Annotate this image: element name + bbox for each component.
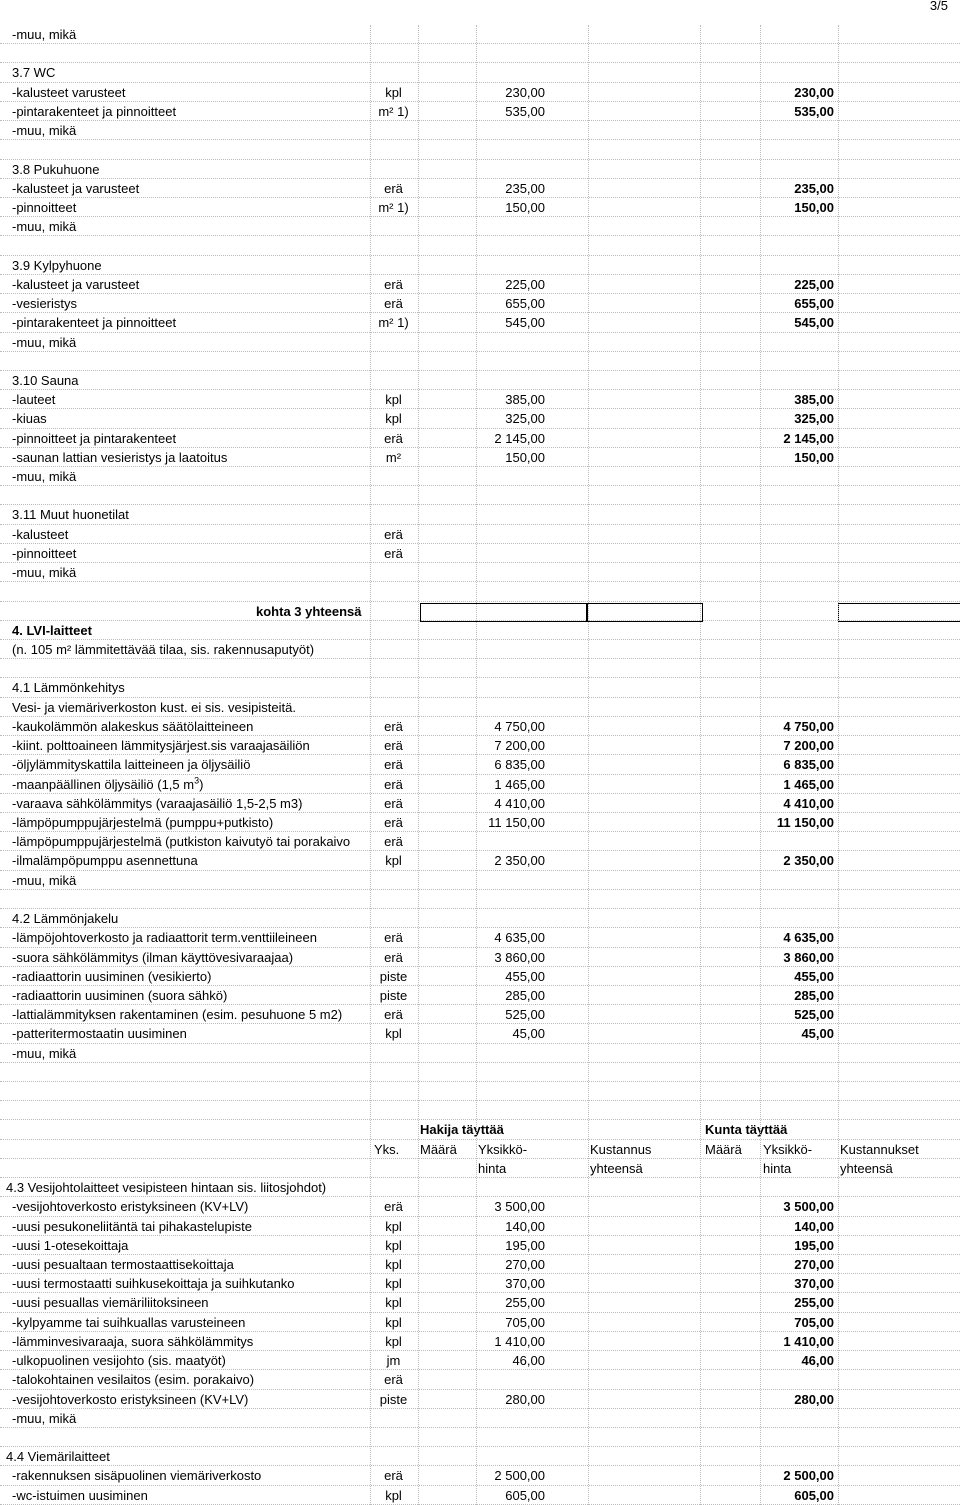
total-cell: 1 410,00: [783, 1333, 834, 1349]
table-row: [0, 1255, 960, 1274]
unit-price-cell: 325,00: [505, 411, 545, 427]
unit-price-cell: 2 350,00: [494, 853, 545, 869]
table-row: [0, 160, 960, 179]
row-label: -kalusteet: [12, 526, 69, 542]
unit-cell: erä: [384, 1007, 403, 1023]
row-label: -lämpöpumppujärjestelmä (putkiston kaivutyö tai porakaivo: [12, 834, 351, 850]
unit-cell: erä: [384, 795, 403, 811]
unit-cell: erä: [384, 1372, 403, 1388]
header-maara2: Määrä: [705, 1141, 742, 1157]
table-row: [0, 63, 960, 82]
table-row: [0, 1313, 960, 1332]
unit-cell: erä: [384, 718, 403, 734]
unit-price-cell: 150,00: [505, 199, 545, 215]
unit-cell: kpl: [385, 1276, 402, 1292]
subtotal-box: [420, 603, 587, 622]
total-cell: 1 465,00: [783, 776, 834, 792]
unit-cell: erä: [384, 276, 403, 292]
table-row: [0, 678, 960, 697]
unit-price-cell: 655,00: [505, 296, 545, 312]
unit-price-cell: 455,00: [505, 968, 545, 984]
unit-price-cell: 705,00: [505, 1314, 545, 1330]
row-label: -lämpöpumppujärjestelmä (pumppu+putkisto): [12, 814, 274, 830]
row-label: 3.11 Muut huonetilat: [12, 507, 129, 523]
unit-cell: erä: [384, 296, 403, 312]
unit-price-cell: 235,00: [505, 180, 545, 196]
header-yks: Yks.: [374, 1141, 400, 1157]
table-row: [0, 851, 960, 870]
unit-cell: kpl: [385, 1218, 402, 1234]
row-label: -lämpöjohtoverkosto ja radiaattorit term.venttiileineen: [12, 930, 317, 946]
row-label: -rakennuksen sisäpuolinen viemäriverkosto: [12, 1468, 262, 1484]
row-label: -muu, mikä: [12, 123, 77, 139]
row-label: 3.8 Pukuhuone: [12, 161, 100, 177]
table-row: [0, 948, 960, 967]
header-yksikko2: Yksikkö-: [763, 1141, 813, 1157]
row-label: -lämminvesivaraaja, suora sähkölämmitys: [12, 1333, 254, 1349]
unit-price-cell: 225,00: [505, 276, 545, 292]
table-row: [0, 928, 960, 947]
row-label: -varaava sähkölämmitys (varaajasäiliö 1,5-2,5 m3): [12, 795, 303, 811]
row-label: -lauteet: [12, 392, 56, 408]
total-cell: 3 500,00: [783, 1199, 834, 1215]
table-row: [0, 1024, 960, 1043]
total-cell: 6 835,00: [783, 757, 834, 773]
total-cell: 255,00: [794, 1295, 834, 1311]
table-row: [0, 1274, 960, 1293]
unit-price-cell: 535,00: [505, 103, 545, 119]
total-cell: 225,00: [794, 276, 834, 292]
total-cell: 235,00: [794, 180, 834, 196]
unit-price-cell: 150,00: [505, 449, 545, 465]
total-cell: 545,00: [794, 315, 834, 331]
unit-cell: m²: [385, 449, 402, 465]
unit-cell: kpl: [385, 392, 402, 408]
row-label-suffix: ): [199, 776, 204, 792]
table-row: [0, 371, 960, 390]
row-label: -muu, mikä: [12, 469, 77, 485]
total-cell: 11 150,00: [776, 814, 834, 830]
total-cell: 455,00: [794, 968, 834, 984]
table-row: [0, 563, 960, 582]
unit-cell: kpl: [385, 1295, 402, 1311]
table-row: [0, 1447, 960, 1466]
unit-cell: erä: [384, 526, 403, 542]
table-row: [0, 967, 960, 986]
row-label: 4.1 Lämmönkehitys: [12, 680, 125, 696]
unit-cell: piste: [379, 1391, 408, 1407]
table-row: [0, 621, 960, 640]
subtotal-box: [587, 603, 703, 622]
row-label: -vesijohtoverkosto eristyksineen (KV+LV): [12, 1199, 249, 1215]
header-kunta: Kunta täyttää: [705, 1122, 788, 1138]
unit-price-cell: 3 860,00: [494, 949, 545, 965]
total-cell: 280,00: [794, 1391, 834, 1407]
table-row: [0, 1044, 960, 1063]
row-label: -ilmalämpöpumppu asennettuna: [12, 853, 198, 869]
row-label: 4.2 Lämmönjakelu: [12, 911, 119, 927]
table-row: [0, 217, 960, 236]
table-row: [0, 909, 960, 928]
table-row: [0, 333, 960, 352]
unit-price-cell: 7 200,00: [494, 738, 545, 754]
table-row: [0, 1178, 960, 1197]
table-row: [0, 505, 960, 524]
row-label: -vesijohtoverkosto eristyksineen (KV+LV): [12, 1391, 249, 1407]
row-label: -patteritermostaatin uusiminen: [12, 1026, 187, 1042]
unit-cell: erä: [384, 180, 403, 196]
table-row: [0, 775, 960, 794]
unit-cell: kpl: [385, 1487, 402, 1503]
table-row: [0, 986, 960, 1005]
table-row: [0, 813, 960, 832]
row-label: (n. 105 m² lämmitettävää tilaa, sis. rakennusaputyöt): [12, 642, 315, 657]
row-label: -kalusteet varusteet: [12, 84, 126, 100]
unit-price-cell: 45,00: [512, 1026, 545, 1042]
total-cell: 230,00: [794, 84, 834, 100]
unit-price-cell: 2 145,00: [494, 430, 545, 446]
total-cell: 4 410,00: [783, 795, 834, 811]
table-row: [0, 25, 960, 44]
table-row: [0, 1351, 960, 1370]
table-row: [0, 525, 960, 544]
table-row: [0, 832, 960, 851]
table-row: [0, 179, 960, 198]
total-cell: 2 145,00: [783, 430, 834, 446]
table-row: [0, 294, 960, 313]
unit-price-cell: 11 150,00: [488, 814, 545, 830]
table-row: [0, 83, 960, 102]
header-yhteensa1: yhteensä: [590, 1160, 643, 1176]
row-label: -kiint. polttoaineen lämmitysjärjest.sis varaajasäiliön: [12, 738, 310, 754]
row-label: -uusi pesuallas viemäriliitoksineen: [12, 1295, 209, 1311]
unit-price-cell: 195,00: [505, 1237, 545, 1253]
unit-price-cell: 385,00: [505, 392, 545, 408]
unit-price-cell: 4 635,00: [494, 930, 545, 946]
unit-cell: kpl: [385, 1237, 402, 1253]
table-row: [0, 486, 960, 505]
unit-cell: m² 1): [378, 199, 409, 215]
unit-price-cell: 2 500,00: [494, 1468, 545, 1484]
row-label: -muu, mikä: [12, 565, 77, 581]
header-yksikko1: Yksikkö-: [478, 1141, 528, 1157]
row-label: -muu, mikä: [12, 1045, 77, 1061]
table-row: [0, 1101, 960, 1120]
table-row: [0, 102, 960, 121]
row-label: -kalusteet ja varusteet: [12, 276, 140, 292]
table-row: [0, 1466, 960, 1485]
row-label: -wc-istuimen uusiminen: [12, 1487, 148, 1503]
total-cell: 705,00: [794, 1314, 834, 1330]
table-row: [0, 1005, 960, 1024]
unit-price-cell: 545,00: [505, 315, 545, 331]
total-cell: 150,00: [794, 449, 834, 465]
total-cell: 285,00: [794, 987, 834, 1003]
unit-cell: kpl: [385, 1026, 402, 1042]
table-row: [0, 717, 960, 736]
unit-price-cell: 605,00: [505, 1487, 545, 1503]
table-row: [0, 275, 960, 294]
unit-price-cell: 370,00: [505, 1276, 545, 1292]
total-cell: 2 500,00: [783, 1468, 834, 1484]
row-label: -muu, mikä: [12, 334, 77, 350]
table-row: [0, 1197, 960, 1216]
unit-cell: erä: [384, 776, 403, 792]
table-row: [0, 698, 960, 717]
row-label: -talokohtainen vesilaitos (esim. porakaivo): [12, 1372, 255, 1388]
row-label: -muu, mikä: [12, 872, 77, 888]
total-cell: 45,00: [801, 1026, 834, 1042]
total-cell: 3 860,00: [783, 949, 834, 965]
table-row: [0, 409, 960, 428]
header-kustannukset: Kustannukset: [840, 1141, 919, 1157]
grid-line: [760, 25, 761, 1505]
table-row: [0, 1332, 960, 1351]
unit-cell: erä: [384, 430, 403, 446]
table-row: [0, 390, 960, 409]
total-cell: 370,00: [794, 1276, 834, 1292]
grid-line: [370, 25, 371, 1505]
row-label: -vesieristys: [12, 296, 78, 312]
table-row: [0, 582, 960, 601]
unit-cell: piste: [379, 968, 408, 984]
unit-cell: erä: [384, 930, 403, 946]
total-cell: 525,00: [794, 1007, 834, 1023]
total-cell: 46,00: [801, 1353, 834, 1369]
total-cell: 4 635,00: [783, 930, 834, 946]
row-label: -kylpyamme tai suihkuallas varusteineen: [12, 1314, 246, 1330]
table-row: [0, 236, 960, 255]
table-row: [0, 640, 960, 659]
unit-price-cell: 270,00: [505, 1257, 545, 1272]
grid-line: [700, 25, 701, 1505]
row-label: -lattialämmityksen rakentaminen (esim. pesuhuone 5 m2): [12, 1007, 343, 1023]
header-hinta2: hinta: [763, 1160, 792, 1176]
row-label: -saunan lattian vesieristys ja laatoitus: [12, 449, 228, 465]
table-row: [0, 659, 960, 678]
unit-price-cell: 525,00: [505, 1007, 545, 1023]
row-label: -uusi termostaatti suihkusekoittaja ja suihkutanko: [12, 1276, 295, 1292]
unit-cell: erä: [384, 757, 403, 773]
row-label: -muu, mikä: [12, 1410, 77, 1426]
subtotal-label: kohta 3 yhteensä: [256, 603, 362, 619]
table-row: [0, 313, 960, 332]
table-row: [0, 1293, 960, 1312]
grid-line: [838, 25, 839, 1505]
unit-cell: kpl: [385, 1333, 402, 1349]
unit-price-cell: 1 410,00: [494, 1333, 545, 1349]
unit-cell: m² 1): [378, 103, 409, 119]
grid-line: [588, 25, 589, 1505]
table-row: [0, 1217, 960, 1236]
header-kustannus: Kustannus: [590, 1141, 652, 1157]
table-row: [0, 736, 960, 755]
total-cell: 2 350,00: [783, 853, 834, 869]
table-row: [0, 890, 960, 909]
unit-price-cell: 1 465,00: [494, 776, 545, 792]
row-label: 4. LVI-laitteet: [12, 622, 92, 638]
total-cell: 4 750,00: [783, 718, 834, 734]
unit-price-cell: 140,00: [505, 1218, 545, 1234]
row-label: 4.3 Vesijohtolaitteet vesipisteen hintaan sis. liitosjohdot): [6, 1180, 327, 1196]
table-row: [0, 1428, 960, 1447]
total-cell: 7 200,00: [783, 738, 834, 754]
total-cell: 605,00: [794, 1487, 834, 1503]
row-label: -pinnoitteet: [12, 545, 77, 561]
unit-cell: erä: [384, 1199, 403, 1215]
row-label: -radiaattorin uusiminen (vesikierto): [12, 968, 212, 984]
unit-price-cell: 285,00: [505, 987, 545, 1003]
total-cell: 325,00: [794, 411, 834, 427]
total-cell: 385,00: [794, 392, 834, 408]
row-label: -kalusteet ja varusteet: [12, 180, 140, 196]
table-row: [0, 871, 960, 890]
total-cell: 270,00: [794, 1257, 834, 1272]
row-label: 4.4 Viemärilaitteet: [6, 1449, 110, 1465]
row-label: -kiuas: [12, 411, 47, 427]
row-label: -uusi pesukoneliitäntä tai pihakastelupiste: [12, 1218, 252, 1234]
table-row: [0, 140, 960, 159]
row-label: -pintarakenteet ja pinnoitteet: [12, 103, 177, 119]
table-row: [0, 1370, 960, 1389]
table-row: [0, 121, 960, 140]
total-cell: 655,00: [794, 296, 834, 312]
row-label: 3.10 Sauna: [12, 372, 79, 388]
unit-cell: kpl: [385, 411, 402, 427]
table-row: [0, 352, 960, 371]
row-label: 3.9 Kylpyhuone: [12, 257, 102, 273]
header-yhteensa2: yhteensä: [840, 1160, 893, 1176]
unit-price-cell: 280,00: [505, 1391, 545, 1407]
table-row: [0, 1409, 960, 1428]
row-label: -muu, mikä: [12, 219, 77, 235]
grid-line: [418, 25, 419, 1505]
row-label: -uusi pesualtaan termostaattisekoittaja: [12, 1257, 234, 1272]
unit-price-cell: 255,00: [505, 1295, 545, 1311]
table-row: [0, 198, 960, 217]
table-row: [0, 602, 960, 621]
row-label: -uusi 1-otesekoittaja: [12, 1237, 129, 1253]
unit-cell: erä: [384, 814, 403, 830]
unit-cell: jm: [386, 1353, 401, 1369]
table-row: [0, 448, 960, 467]
total-cell: 140,00: [794, 1218, 834, 1234]
unit-cell: m² 1): [378, 315, 409, 331]
row-label: -suora sähkölämmitys (ilman käyttövesivaraajaa): [12, 949, 294, 965]
unit-cell: erä: [384, 1468, 403, 1484]
table-row: [0, 1082, 960, 1101]
header-hakija: Hakija täyttää: [420, 1122, 504, 1138]
total-cell: 195,00: [794, 1237, 834, 1253]
unit-cell: kpl: [385, 84, 402, 100]
cost-table: [0, 25, 960, 1505]
table-row: [0, 1140, 960, 1159]
table-row: [0, 467, 960, 486]
unit-price-cell: 3 500,00: [494, 1199, 545, 1215]
row-label: -maanpäällinen öljysäiliö (1,5 $m^3$): [12, 775, 204, 792]
table-row: [0, 1236, 960, 1255]
row-label: -öljylämmityskattila laitteineen ja öljysäiliö: [12, 757, 251, 773]
table-row: [0, 794, 960, 813]
table-row: [0, 256, 960, 275]
subtotal-box: [838, 603, 960, 622]
table-row: [0, 44, 960, 63]
table-row: [0, 544, 960, 563]
row-label: -muu, mikä: [12, 27, 77, 42]
row-label: -radiaattorin uusiminen (suora sähkö): [12, 987, 228, 1003]
table-row: [0, 1390, 960, 1409]
total-cell: 150,00: [794, 199, 834, 215]
unit-price-cell: 4 750,00: [494, 718, 545, 734]
row-label: -pinnoitteet ja pintarakenteet: [12, 430, 177, 446]
row-label: -kaukolämmön alakeskus säätölaitteineen: [12, 718, 254, 734]
total-cell: 535,00: [794, 103, 834, 119]
unit-price-cell: 4 410,00: [494, 795, 545, 811]
unit-cell: kpl: [385, 1257, 402, 1272]
table-row: [0, 1063, 960, 1082]
unit-cell: erä: [384, 545, 403, 561]
page-number: 3/5: [929, 0, 948, 13]
unit-cell: erä: [384, 738, 403, 754]
header-maara1: Määrä: [420, 1141, 457, 1157]
unit-price-cell: 46,00: [512, 1353, 545, 1369]
unit-cell: piste: [379, 987, 408, 1003]
row-label: Vesi- ja viemäriverkoston kust. ei sis. vesipisteitä.: [12, 699, 296, 715]
header-hinta1: hinta: [478, 1160, 507, 1176]
table-row: [0, 1486, 960, 1505]
superscript: 3: [194, 775, 200, 786]
row-label: -pintarakenteet ja pinnoitteet: [12, 315, 177, 331]
unit-cell: erä: [384, 949, 403, 965]
row-label: 3.7 WC: [12, 65, 56, 81]
unit-price-cell: 6 835,00: [494, 757, 545, 773]
table-row: [0, 1120, 960, 1139]
unit-cell: erä: [384, 834, 403, 850]
unit-cell: kpl: [385, 853, 402, 869]
table-row: [0, 1159, 960, 1178]
table-row: [0, 755, 960, 774]
row-label: -ulkopuolinen vesijohto (sis. maatyöt): [12, 1353, 226, 1369]
row-label: -pinnoitteet: [12, 199, 77, 215]
table-row: [0, 429, 960, 448]
unit-price-cell: 230,00: [505, 84, 545, 100]
unit-cell: kpl: [385, 1314, 402, 1330]
grid-line: [476, 25, 477, 1505]
